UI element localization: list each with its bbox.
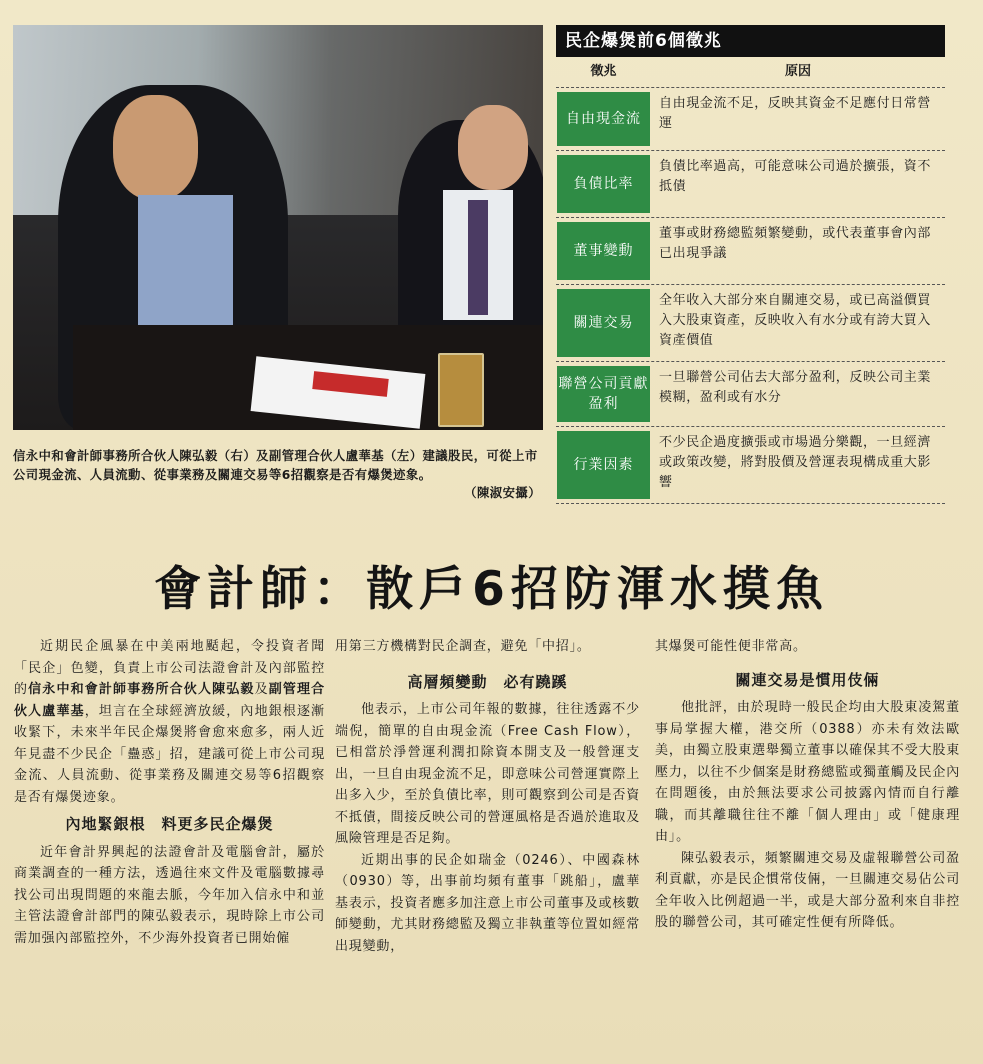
text-run: 及	[254, 682, 269, 697]
table-row	[556, 362, 945, 427]
paragraph: 陳弘毅表示，頻繁關連交易及虛報聯營公司盈利貢獻，亦是民企慣常伎倆，一旦關連交易佔公司全年收入比例超過一半，或是大部分盈利來自非控股的聯營公司，其可確定性便有所降低。	[655, 850, 960, 930]
paragraph: 近期出事的民企如瑞金（0246）、中國森林（0930）等，出事前均頻有董事「跳船」，盧華基表示，投資者應多加注意上市公司董事及或核數師變動，尤其財務總監及獨立非執董等位置如經常出現變動，	[335, 852, 640, 954]
table-row	[556, 88, 945, 151]
table-row	[556, 218, 945, 285]
text-run: 近期民企風暴在中美兩地颳起，令投資者聞「民企」色變，負責上市公司法證會計及內部監控的	[14, 639, 325, 697]
sign-label: 關連交易	[557, 289, 650, 357]
subheading: 關連交易是慣用伎倆	[735, 670, 880, 689]
reason-text: 全年收入大部分來自關連交易，或已高溢價買入大股東資產，反映收入有水分或有誇大買入資產價值	[659, 293, 932, 348]
paragraph: 用第三方機構對民企調查，避免「中招」。	[335, 639, 591, 654]
table-row	[556, 285, 945, 362]
col-header-sign: 徵兆	[590, 64, 617, 79]
article-headline: 會計師：散戶6招防渾水摸魚	[154, 562, 829, 617]
photo-glass	[438, 353, 484, 427]
paragraph	[14, 636, 325, 808]
paragraph: 他表示，上市公司年報的數據，往往透露不少端倪，簡單的自由現金流（Free Cash Flow），已相當於淨營運利潤扣除資本開支及一般營運支出，一旦自由現金流不足，即意味公司營運實際上出多入少，至於負債比率，則可觀察到公司是否資不抵債，間接反映公司的營運風格是否過於進取及風險管理是否足夠。	[335, 702, 640, 846]
photo-face-right	[458, 105, 528, 190]
photo-tie	[468, 200, 488, 315]
news-photo	[13, 25, 543, 430]
subheading: 高層頻變動 必有蹺蹊	[407, 672, 568, 691]
caption-text: 信永中和會計師事務所合伙人陳弘毅（右）及副管理合伙人盧華基（左）建議股民，可從上市公司現金流、人員流動、從事業務及關連交易等6招觀察是否有爆煲迹象。	[13, 449, 538, 482]
table-title: 民企爆煲前6個徵兆	[556, 25, 945, 57]
text-run: ，坦言在全球經濟放緩，內地銀根逐漸收緊下，未來半年民企爆煲將會愈來愈多，兩人近年見盡不少民企「蠱惑」招，建議可從上市公司現金流、人員流動、從事業務及關連交易等6招觀察是否有爆煲迹象。	[14, 703, 325, 805]
paragraph: 近年會計界興起的法證會計及電腦會計，屬於商業調查的一種方法，透過往來文件及電腦數據尋找公司出現問題的來龍去脈，今年加入信永中和並主管法證會計部門的陳弘毅表示，現時除上市公司需加强內部監控外，不少海外投資者已開始僱	[14, 844, 325, 946]
photo-caption	[13, 447, 541, 503]
reason-text: 董事或財務總監頻繁變動，或代表董事會內部已出現爭議	[659, 226, 932, 261]
table-header-row	[556, 57, 945, 88]
article-column-1	[14, 636, 325, 949]
article-column-2	[335, 636, 640, 957]
sign-label: 聯營公司貢獻盈利	[557, 366, 650, 422]
paragraph: 他批評，由於現時一般民企均由大股東凌駕董事局掌握大權，港交所（0388）亦未有效法歐美，由獨立股東選舉獨立董事以確保其不受大股東壓力，以往不少個案是財務總監或獨董觸及民企內在問題後，由於無法要求公司披露內情而自行離職，而其離職往往不離「個人理由」或「健康理由」。	[655, 700, 960, 844]
text-run-bold: 副管理合伙人盧華基	[14, 682, 325, 719]
reason-text: 負債比率過高，可能意味公司過於擴張，資不抵債	[659, 159, 932, 194]
table-row	[556, 427, 945, 504]
photo-face-left	[113, 95, 198, 200]
article-column-3	[655, 636, 960, 934]
sign-label: 董事變動	[557, 222, 650, 280]
reason-text: 自由現金流不足，反映其資金不足應付日常營運	[659, 96, 932, 131]
photo-shirt-left	[138, 195, 233, 325]
reason-text: 不少民企過度擴張或市場過分樂觀，一旦經濟或政策改變，將對股價及營運表現構成重大影響	[659, 435, 932, 490]
col-header-reason: 原因	[784, 64, 811, 79]
sign-label: 行業因素	[557, 431, 650, 499]
text-run-bold: 信永中和會計師事務所合伙人陳弘毅	[28, 682, 255, 697]
table-row	[556, 151, 945, 218]
sign-label: 自由現金流	[557, 92, 650, 146]
reason-text: 一旦聯營公司佔去大部分盈利，反映公司主業模糊，盈利或有水分	[659, 370, 932, 405]
sign-label: 負債比率	[557, 155, 650, 213]
subheading: 內地緊銀根 料更多民企爆煲	[65, 815, 274, 833]
photo-credit: （陳淑安攝）	[464, 486, 541, 500]
paragraph: 其爆煲可能性便非常高。	[655, 639, 807, 654]
warning-signs-table	[556, 25, 945, 504]
